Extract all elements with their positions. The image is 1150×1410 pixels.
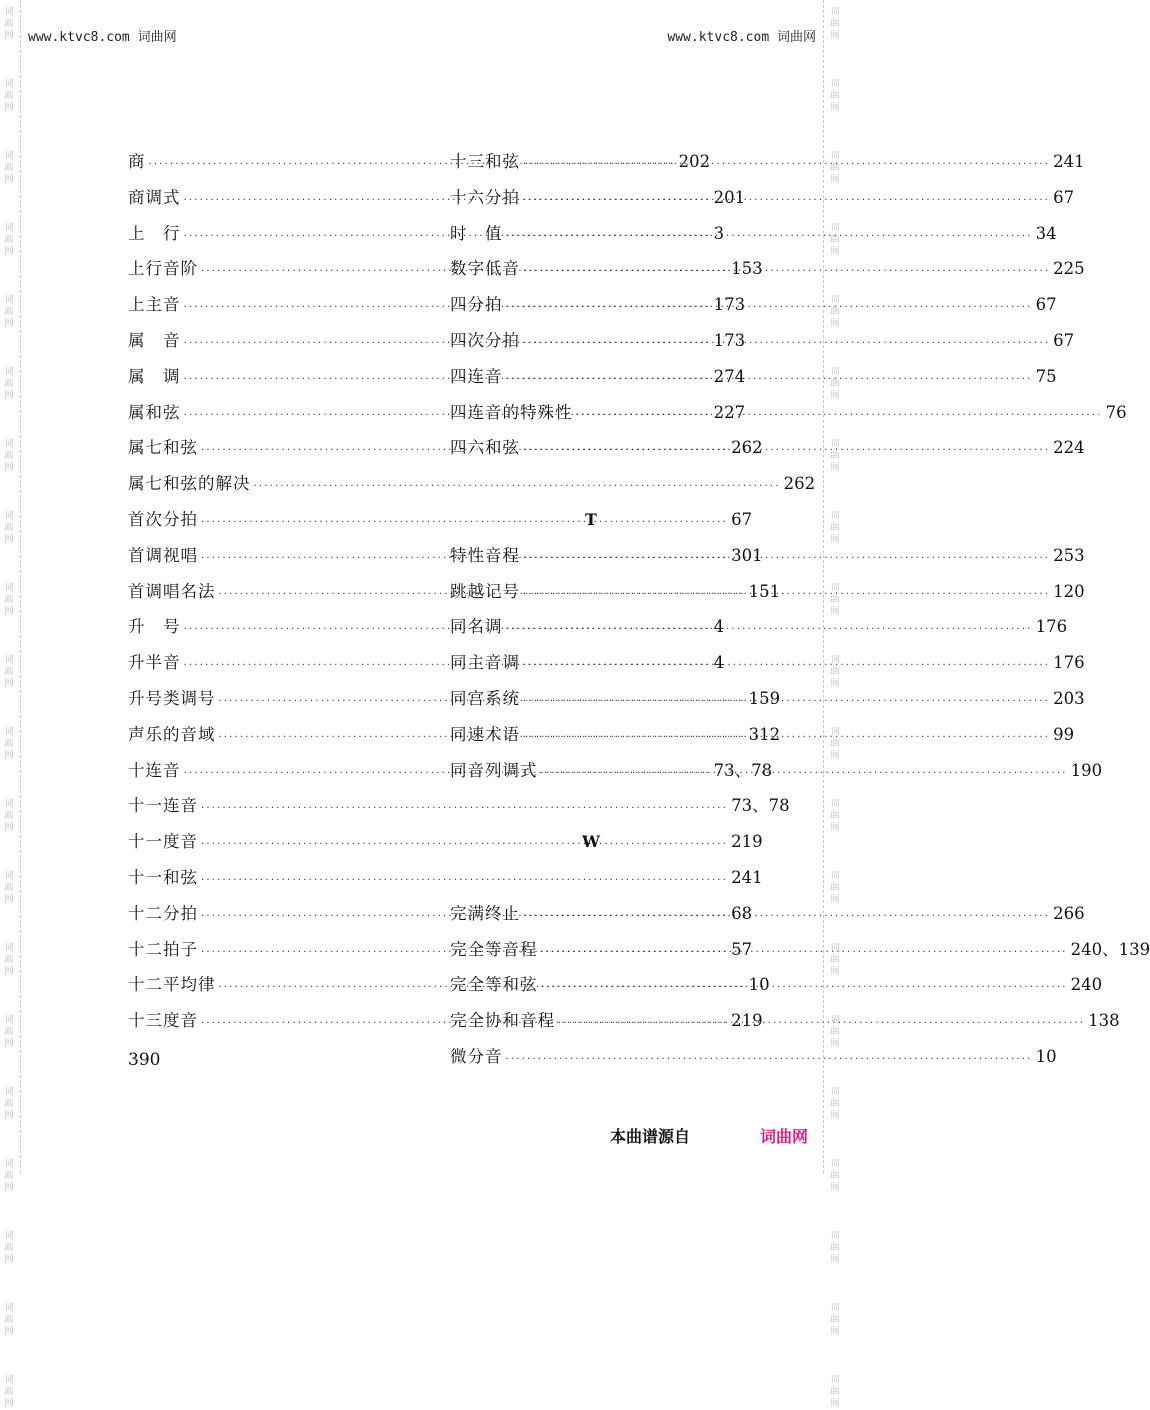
watermark-char: 网	[4, 1183, 14, 1193]
index-entry	[128, 788, 790, 824]
watermark-char: 曲	[830, 1243, 840, 1253]
watermark-char: 网	[830, 31, 840, 41]
watermark-char: 曲	[4, 307, 14, 317]
dot-leader	[506, 290, 1033, 326]
entry-term: 属和弦	[128, 402, 181, 422]
watermark-char: 网	[4, 607, 14, 617]
dot-leader	[523, 147, 1050, 183]
entry-term: 十六分拍	[450, 187, 520, 207]
watermark-char: 曲	[4, 91, 14, 101]
watermark-char: 曲	[4, 1315, 14, 1325]
watermark-char: 词	[4, 511, 14, 521]
entry-term: 升号类调号	[128, 688, 216, 708]
watermark-char: 曲	[4, 1099, 14, 1109]
index-entry	[450, 359, 1057, 395]
entry-page: 75	[1035, 366, 1057, 386]
index-entry	[450, 645, 1085, 681]
watermark-char: 词	[830, 7, 840, 17]
entry-term: 特性音程	[450, 545, 520, 565]
watermark-char: 曲	[830, 1387, 840, 1397]
watermark-char: 曲	[830, 1099, 840, 1109]
entry-page: 138	[1088, 1011, 1120, 1031]
entry-term: 四六和弦	[450, 438, 520, 458]
entry-page: 67	[1053, 330, 1075, 350]
watermark-char: 网	[830, 247, 840, 257]
watermark-char: 词	[4, 1231, 14, 1241]
dot-leader	[506, 219, 1033, 255]
watermark-char: 网	[4, 895, 14, 905]
watermark-char: 曲	[830, 1027, 840, 1037]
entry-term: 完全协和音程	[450, 1011, 555, 1031]
entry-term: 十三度音	[128, 1011, 198, 1031]
index-entry	[450, 323, 1075, 359]
dot-leader	[576, 398, 1103, 434]
header-site-name: 词曲网	[137, 30, 177, 45]
watermark-char: 网	[4, 751, 14, 761]
entry-page: 4	[713, 617, 725, 637]
watermark-char: 词	[4, 79, 14, 89]
watermark-mark	[4, 582, 13, 618]
watermark-mark	[830, 1158, 839, 1194]
entry-term: 同宫系统	[450, 688, 520, 708]
entry-page: 76	[1105, 402, 1127, 422]
entry-page: 34	[1035, 223, 1057, 243]
watermark-char: 曲	[4, 667, 14, 677]
footer-brand[interactable]: 词曲网	[760, 1127, 809, 1146]
watermark-char: 词	[4, 223, 14, 233]
watermark-char: 曲	[830, 955, 840, 965]
watermark-char: 网	[830, 1039, 840, 1049]
dot-leader	[506, 1042, 1033, 1078]
watermark-char: 网	[4, 247, 14, 257]
index-entry	[450, 1039, 1057, 1075]
watermark-char: 曲	[830, 1315, 840, 1325]
watermark-char: 网	[4, 1255, 14, 1265]
watermark-char: 词	[4, 943, 14, 953]
entry-page: 274	[713, 366, 746, 386]
dot-leader	[541, 970, 1068, 1006]
watermark-char: 曲	[830, 19, 840, 29]
watermark-char: 曲	[4, 1387, 14, 1397]
watermark-mark	[4, 726, 13, 762]
watermark-char: 词	[4, 367, 14, 377]
watermark-mark	[4, 294, 13, 330]
entry-page: 173	[713, 330, 746, 350]
watermark-char: 曲	[830, 91, 840, 101]
watermark-char: 曲	[4, 883, 14, 893]
watermark-mark	[4, 1014, 13, 1050]
watermark-char: 词	[830, 1159, 840, 1169]
watermark-char: 曲	[830, 595, 840, 605]
watermark-char: 网	[4, 319, 14, 329]
dot-leader	[523, 433, 1050, 469]
entry-page: 240、139	[1070, 939, 1150, 959]
entry-term: 四连音	[450, 366, 503, 386]
entry-page: 262	[731, 438, 763, 458]
entry-page: 3	[713, 223, 725, 243]
watermark-char: 曲	[4, 163, 14, 173]
dot-leader	[523, 684, 1050, 720]
dot-leader	[523, 541, 1050, 577]
page-number: 390	[128, 1050, 161, 1070]
dot-leader	[541, 756, 1068, 792]
watermark-mark	[830, 6, 839, 42]
entry-page: 266	[1053, 903, 1085, 923]
watermark-char: 词	[830, 367, 840, 377]
watermark-char: 词	[830, 1303, 840, 1313]
watermark-char: 词	[4, 1087, 14, 1097]
entry-page: 159	[748, 688, 781, 708]
watermark-char: 网	[4, 535, 14, 545]
dot-leader	[523, 648, 1050, 684]
watermark-mark	[4, 1302, 13, 1338]
entry-page: 225	[1053, 259, 1085, 279]
dot-leader	[558, 1006, 1085, 1042]
index-entry	[128, 824, 763, 860]
watermark-mark	[4, 222, 13, 258]
watermark-mark	[830, 78, 839, 114]
watermark-char: 曲	[830, 235, 840, 245]
entry-page: 253	[1053, 545, 1085, 565]
entry-term: 上行音阶	[128, 259, 198, 279]
watermark-mark	[830, 1302, 839, 1338]
dot-leader	[523, 577, 1050, 613]
entry-page: 10	[748, 975, 770, 995]
watermark-mark	[4, 366, 13, 402]
entry-term: 同音列调式	[450, 760, 538, 780]
footer-source-label: 本曲谱源自	[610, 1127, 691, 1146]
watermark-mark	[4, 438, 13, 474]
entry-page: 67	[731, 509, 753, 529]
dot-leader	[523, 326, 1050, 362]
dot-leader	[541, 935, 1068, 971]
watermark-char: 词	[4, 799, 14, 809]
entry-page: 57	[731, 939, 753, 959]
section-gap	[450, 788, 732, 824]
entry-page: 68	[731, 903, 753, 923]
watermark-char: 网	[830, 823, 840, 833]
watermark-char: 网	[830, 463, 840, 473]
entry-term: 完全等和弦	[450, 975, 538, 995]
entry-term: 四连音的特殊性	[450, 402, 573, 422]
index-entry	[450, 395, 1127, 431]
watermark-char: 网	[4, 1039, 14, 1049]
watermark-mark	[4, 1158, 13, 1194]
entry-page: 73、78	[731, 796, 790, 816]
watermark-char: 网	[830, 679, 840, 689]
watermark-mark	[4, 654, 13, 690]
watermark-char: 词	[830, 295, 840, 305]
watermark-char: 词	[4, 151, 14, 161]
entry-page: 99	[1053, 724, 1075, 744]
entry-term: 升半音	[128, 653, 181, 673]
entry-term: 上 行	[128, 223, 181, 243]
watermark-char: 网	[4, 103, 14, 113]
watermark-char: 词	[4, 295, 14, 305]
entry-page: 176	[1053, 653, 1085, 673]
watermark-char: 词	[830, 511, 840, 521]
entry-term: 声乐的音域	[128, 724, 216, 744]
entry-term: 升 号	[128, 617, 181, 637]
watermark-char: 网	[830, 967, 840, 977]
dot-leader	[523, 183, 1050, 219]
entry-page: 120	[1053, 581, 1085, 601]
watermark-mark	[4, 510, 13, 546]
watermark-char: 曲	[830, 739, 840, 749]
watermark-char: 网	[4, 391, 14, 401]
watermark-char: 网	[4, 463, 14, 473]
entry-page: 312	[748, 724, 781, 744]
entry-page: 67	[1035, 295, 1057, 315]
entry-term: 十三和弦	[450, 152, 520, 171]
watermark-char: 词	[830, 1087, 840, 1097]
entry-term: 属 音	[128, 330, 181, 350]
watermark-char: 词	[830, 655, 840, 665]
watermark-char: 网	[830, 391, 840, 401]
entry-term: 上主音	[128, 295, 181, 315]
watermark-char: 词	[4, 583, 14, 593]
watermark-char: 曲	[4, 595, 14, 605]
watermark-char: 曲	[830, 379, 840, 389]
watermark-char: 曲	[4, 955, 14, 965]
entry-page: 301	[731, 545, 763, 565]
entry-page: 227	[713, 402, 746, 422]
index-entry	[450, 609, 1068, 645]
watermark-char: 网	[830, 607, 840, 617]
watermark-char: 网	[830, 319, 840, 329]
watermark-mark	[830, 1086, 839, 1122]
watermark-mark	[4, 870, 13, 906]
watermark-mark	[4, 798, 13, 834]
entry-term: 十二拍子	[128, 939, 198, 959]
entry-term: 同名调	[450, 617, 503, 637]
watermark-char: 网	[830, 1327, 840, 1337]
entry-page: 190	[1070, 760, 1103, 780]
watermark-char: 词	[4, 439, 14, 449]
watermark-char: 词	[830, 943, 840, 953]
watermark-char: 网	[4, 1399, 14, 1409]
entry-term: 时 值	[450, 223, 503, 243]
watermark-char: 曲	[830, 523, 840, 533]
watermark-char: 网	[830, 1399, 840, 1409]
index-entry	[450, 144, 1085, 180]
watermark-mark	[4, 78, 13, 114]
header-url-right[interactable]	[667, 26, 816, 45]
watermark-char: 词	[830, 1231, 840, 1241]
dot-leader	[506, 362, 1033, 398]
entry-term: 属七和弦的解决	[128, 474, 251, 494]
watermark-char: 词	[4, 7, 14, 17]
index-entry	[128, 466, 816, 502]
watermark-mark	[4, 1230, 13, 1266]
watermark-mark	[830, 798, 839, 834]
watermark-char: 曲	[830, 811, 840, 821]
watermark-char: 词	[4, 871, 14, 881]
watermark-char: 曲	[4, 379, 14, 389]
entry-page: 262	[783, 474, 816, 494]
entry-page: 241	[1053, 152, 1085, 171]
watermark-char: 词	[4, 655, 14, 665]
watermark-char: 网	[4, 967, 14, 977]
left-watermark-strip	[2, 0, 16, 1409]
entry-page: 153	[731, 259, 763, 279]
entry-term: 商	[128, 152, 146, 171]
section-gap	[450, 860, 732, 896]
watermark-char: 词	[830, 727, 840, 737]
entry-term: 首调视唱	[128, 545, 198, 565]
watermark-char: 词	[4, 1015, 14, 1025]
watermark-mark	[4, 1374, 13, 1410]
section-heading-t: T	[585, 509, 597, 529]
dot-leader	[523, 899, 1050, 935]
entry-term: 属七和弦	[128, 438, 198, 458]
entry-term: 完满终止	[450, 903, 520, 923]
entry-term: 十一度音	[128, 832, 198, 852]
dot-leader	[523, 720, 1050, 756]
header-url-text: www.ktvc8.com	[28, 30, 130, 45]
watermark-char: 网	[830, 103, 840, 113]
entry-page: 176	[1035, 617, 1068, 637]
watermark-char: 曲	[830, 163, 840, 173]
entry-page: 173	[713, 295, 746, 315]
index-entry	[128, 860, 763, 896]
entry-term: 微分音	[450, 1046, 503, 1066]
dot-leader	[523, 254, 1050, 290]
watermark-char: 曲	[830, 1171, 840, 1181]
watermark-char: 词	[830, 223, 840, 233]
section-gap	[450, 466, 732, 502]
entry-term: 完全等音程	[450, 939, 538, 959]
entry-term: 十二平均律	[128, 975, 216, 995]
entry-term: 首调唱名法	[128, 581, 216, 601]
entry-page: 241	[731, 867, 763, 887]
watermark-char: 网	[830, 1111, 840, 1121]
entry-term: 跳越记号	[450, 581, 520, 601]
index-entry	[450, 216, 1057, 252]
watermark-char: 网	[830, 895, 840, 905]
watermark-char: 网	[4, 175, 14, 185]
watermark-mark	[830, 1374, 839, 1410]
entry-term: 四次分拍	[450, 330, 520, 350]
watermark-char: 曲	[4, 235, 14, 245]
index-entry	[128, 502, 753, 538]
dot-leader	[506, 612, 1033, 648]
entry-page: 151	[748, 581, 781, 601]
entry-page: 67	[1053, 187, 1075, 207]
index-entry	[450, 180, 1075, 216]
entry-page: 10	[1035, 1046, 1057, 1066]
watermark-char: 词	[4, 1375, 14, 1385]
watermark-char: 曲	[4, 19, 14, 29]
watermark-char: 曲	[4, 1027, 14, 1037]
left-margin-rule	[20, 0, 21, 1173]
watermark-char: 曲	[830, 307, 840, 317]
watermark-mark	[4, 1086, 13, 1122]
watermark-char: 网	[830, 535, 840, 545]
entry-page: 219	[731, 832, 763, 852]
watermark-char: 网	[4, 679, 14, 689]
watermark-char: 网	[4, 1327, 14, 1337]
watermark-char: 曲	[4, 811, 14, 821]
watermark-char: 曲	[4, 451, 14, 461]
watermark-char: 曲	[4, 739, 14, 749]
watermark-char: 词	[830, 439, 840, 449]
watermark-char: 词	[4, 727, 14, 737]
entry-term: 十一连音	[128, 796, 198, 816]
watermark-char: 网	[830, 751, 840, 761]
watermark-char: 网	[4, 31, 14, 41]
entry-term: 同速术语	[450, 724, 520, 744]
watermark-mark	[830, 1230, 839, 1266]
entry-page: 4	[713, 653, 725, 673]
header-url-left[interactable]	[28, 26, 177, 45]
entry-page: 240	[1070, 975, 1103, 995]
entry-term: 数字低音	[450, 259, 520, 279]
watermark-char: 词	[830, 79, 840, 89]
watermark-char: 词	[830, 1015, 840, 1025]
entry-term: 十二分拍	[128, 903, 198, 923]
watermark-char: 曲	[830, 451, 840, 461]
entry-term: 十连音	[128, 760, 181, 780]
entry-page: 202	[678, 152, 711, 171]
watermark-mark	[4, 150, 13, 186]
watermark-mark	[4, 942, 13, 978]
watermark-char: 曲	[4, 1243, 14, 1253]
watermark-char: 网	[4, 1111, 14, 1121]
header-site-name: 词曲网	[776, 30, 816, 45]
watermark-char: 词	[830, 151, 840, 161]
watermark-char: 网	[830, 1183, 840, 1193]
watermark-char: 词	[830, 583, 840, 593]
index-entry	[450, 287, 1057, 323]
watermark-mark	[4, 6, 13, 42]
entry-term: 十一和弦	[128, 867, 198, 887]
header-url-text: www.ktvc8.com	[667, 30, 770, 45]
entry-term: 同主音调	[450, 653, 520, 673]
watermark-char: 网	[4, 823, 14, 833]
entry-term: 属 调	[128, 366, 181, 386]
entry-term: 四分拍	[450, 295, 503, 315]
section-heading-w: W	[582, 832, 600, 852]
entry-term: 商调式	[128, 187, 181, 207]
watermark-char: 网	[830, 175, 840, 185]
watermark-char: 词	[4, 1303, 14, 1313]
entry-page: 73、78	[713, 760, 773, 780]
entry-page: 224	[1053, 438, 1085, 458]
entry-term: 首次分拍	[128, 509, 198, 529]
watermark-char: 网	[830, 1255, 840, 1265]
watermark-char: 词	[4, 1159, 14, 1169]
watermark-char: 词	[830, 1375, 840, 1385]
watermark-char: 曲	[830, 883, 840, 893]
entry-page: 219	[731, 1011, 763, 1031]
entry-page: 203	[1053, 688, 1085, 708]
watermark-char: 曲	[830, 667, 840, 677]
watermark-char: 词	[830, 799, 840, 809]
watermark-char: 曲	[4, 523, 14, 533]
entry-page: 201	[713, 187, 746, 207]
watermark-char: 曲	[4, 1171, 14, 1181]
watermark-char: 词	[830, 871, 840, 881]
